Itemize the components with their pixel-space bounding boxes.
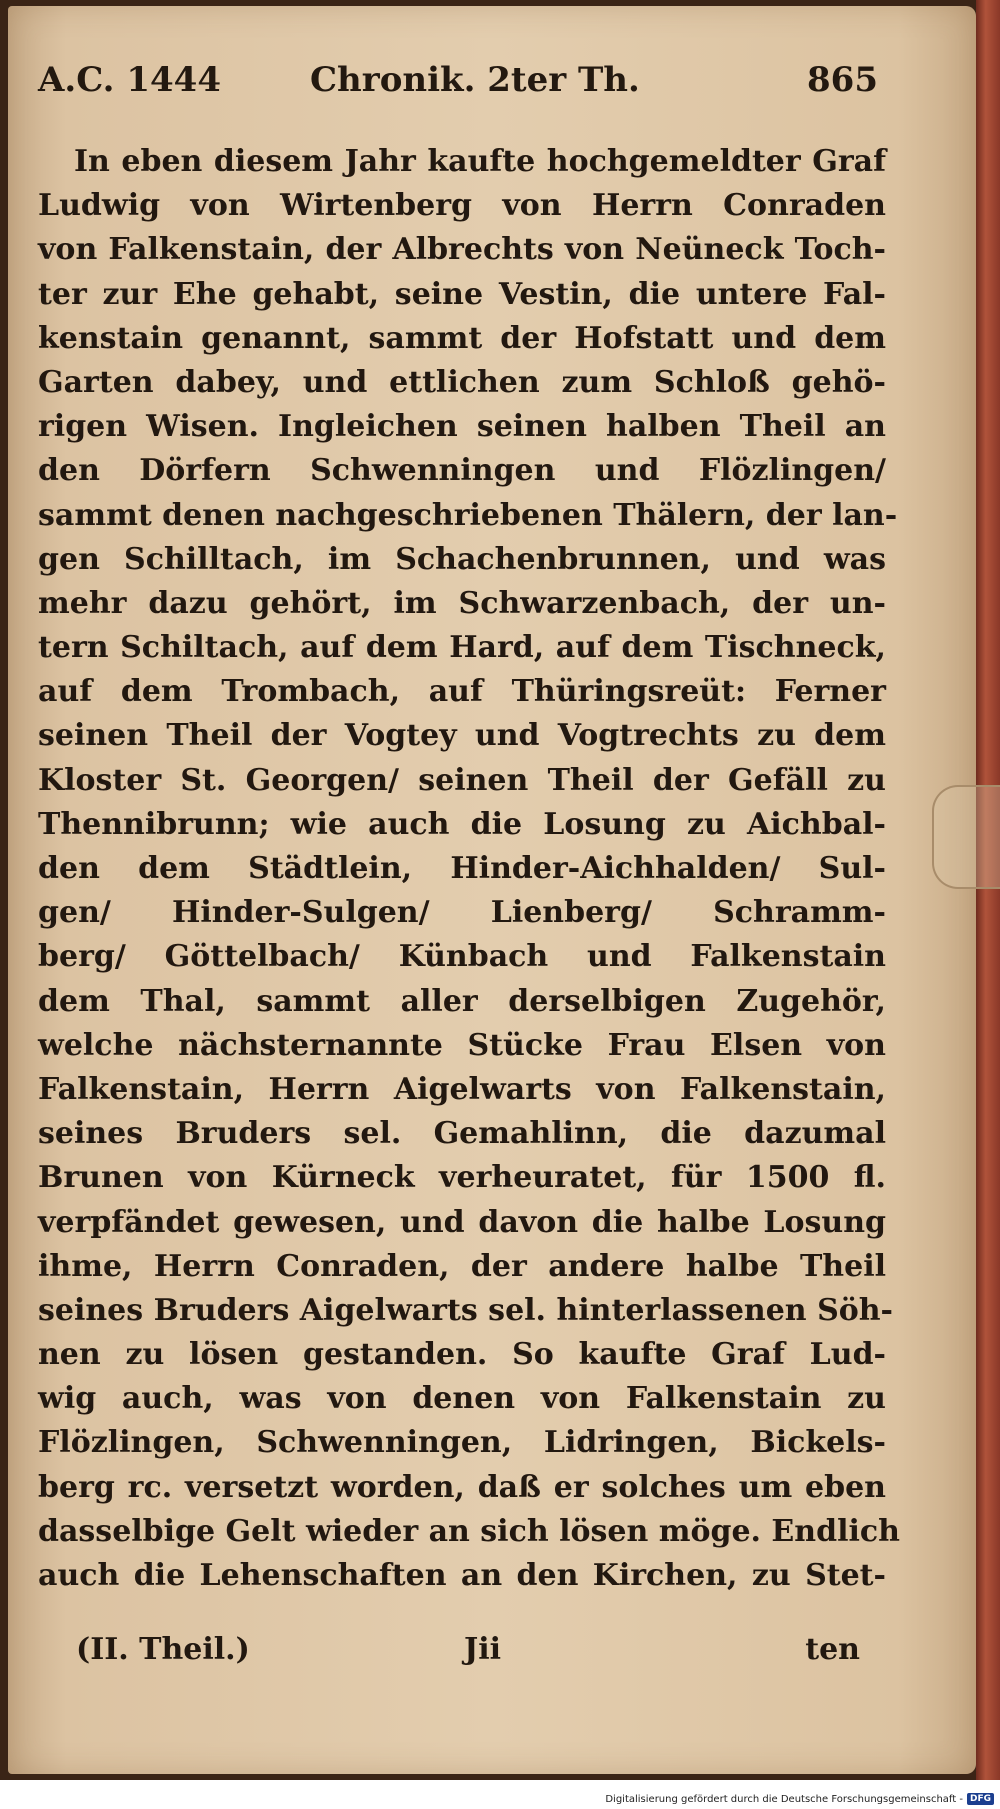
text-line: berg/ Göttelbach/ Künbach und Falkenstain (38, 939, 886, 975)
text-line: berg rc. versetzt worden, daß er solches um eben (38, 1469, 886, 1505)
text-line: tern Schiltach, auf dem Hard, auf dem Tischneck, (38, 630, 886, 666)
text-line: rigen Wisen. Ingleichen seinen halben Theil an (38, 409, 886, 445)
catchword: ten (805, 1632, 860, 1667)
text-line: sammt denen nachgeschriebenen Thälern, der lan- (38, 497, 898, 533)
text-line: Flözlingen, Schwenningen, Lidringen, Bickels- (38, 1425, 886, 1461)
book-cover-edge (976, 0, 1000, 1780)
text-line: wig auch, was von denen von Falkenstain zu (38, 1381, 886, 1417)
text-line: ihme, Herrn Conraden, der andere halbe Theil (38, 1248, 886, 1284)
text-line: Garten dabey, und ettlichen zum Schloß gehö- (38, 364, 886, 400)
text-line: kenstain genannt, sammt der Hofstatt und dem (38, 320, 886, 356)
credit-text: Digitalisierung gefördert durch die Deutsche Forschungsgemeinschaft - (605, 1793, 963, 1805)
page-footer (76, 1632, 860, 1676)
dfg-logo-icon: DFG (967, 1793, 994, 1805)
text-line: welche nächsternannte Stücke Frau Elsen von (38, 1027, 886, 1063)
text-line: mehr dazu gehört, im Schwarzenbach, der un- (38, 585, 886, 621)
text-line: den Dörfern Schwenningen und Flözlingen/ (38, 453, 886, 489)
text-line: auch die Lehenschaften an den Kirchen, zu Stet- (38, 1558, 886, 1593)
text-line: nen zu lösen gestanden. So kaufte Graf Lud- (38, 1337, 886, 1373)
header-year: A.C. 1444 (38, 60, 221, 100)
text-line: gen Schilltach, im Schachenbrunnen, und was (38, 541, 886, 577)
text-line: auf dem Trombach, auf Thüringsreüt: Ferner (38, 674, 886, 710)
text-line: Thennibrunn; wie auch die Losung zu Aichbal- (38, 806, 886, 842)
header-title: Chronik. 2ter Th. (310, 60, 640, 100)
text-line: dasselbige Gelt wieder an sich lösen möge. Endlich (38, 1513, 900, 1549)
text-line: ter zur Ehe gehabt, seine Vestin, die untere Fal- (38, 276, 886, 312)
signature-mark: Jii (464, 1632, 501, 1667)
text-line: seines Bruders sel. Gemahlinn, die dazumal (38, 1116, 886, 1152)
text-line: Brunen von Kürneck verheuratet, für 1500 fl. (38, 1160, 886, 1196)
footer-part-label: (II. Theil.) (76, 1632, 250, 1667)
text-line: Kloster St. Georgen/ seinen Theil der Gefäll zu (38, 762, 886, 798)
page-number: 865 (807, 60, 878, 100)
text-line: seines Bruders Aigelwarts sel. hinterlassenen Söh- (38, 1292, 893, 1328)
text-line: Falkenstain, Herrn Aigelwarts von Falkenstain, (38, 1071, 886, 1107)
text-line: verpfändet gewesen, und davon die halbe Losung (38, 1204, 886, 1240)
digitization-credit (605, 1791, 994, 1807)
text-line: dem Thal, sammt aller derselbigen Zugehör, (38, 983, 886, 1019)
text-line: In eben diesem Jahr kaufte hochgemeldter Graf (74, 144, 886, 179)
text-line: Ludwig von Wirtenberg von Herrn Conraden (38, 188, 886, 224)
running-header (38, 60, 878, 110)
page-body-text (38, 140, 900, 1598)
book-clasp (932, 785, 1000, 889)
text-line: seinen Theil der Vogtey und Vogtrechts zu dem (38, 718, 886, 754)
text-line: den dem Städtlein, Hinder-Aichhalden/ Sul- (38, 851, 886, 886)
text-line: von Falkenstain, der Albrechts von Neüneck Toch- (38, 232, 886, 268)
text-line: gen/ Hinder-Sulgen/ Lienberg/ Schramm- (38, 895, 886, 931)
